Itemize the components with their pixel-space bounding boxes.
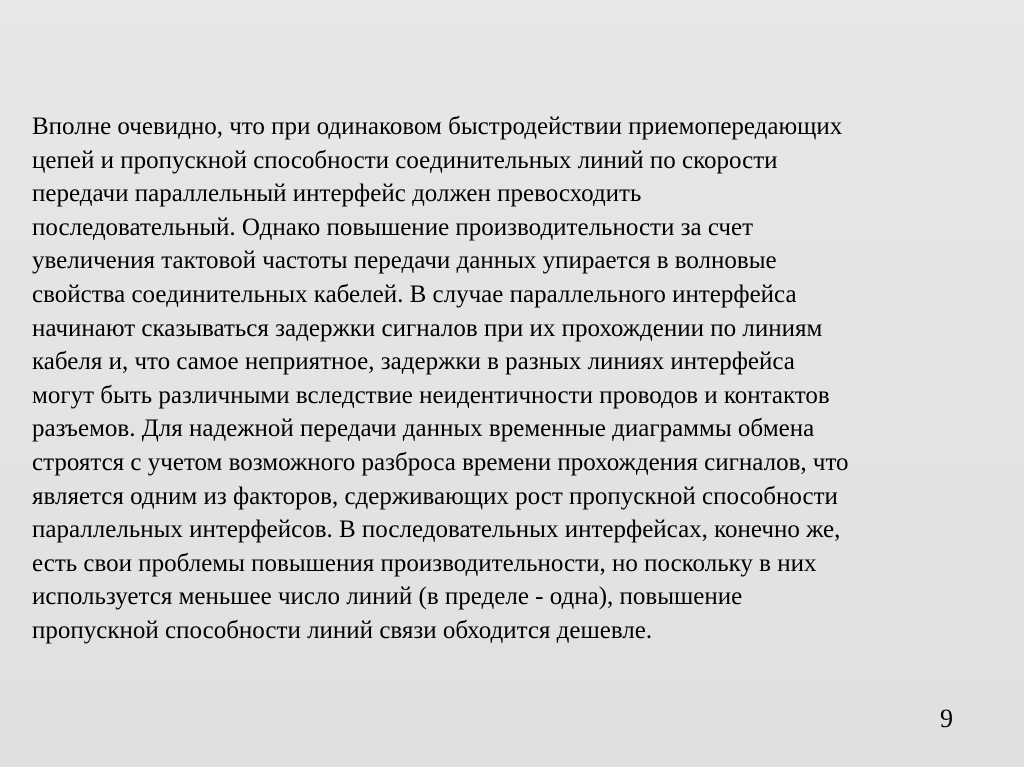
paragraph-line: есть свои проблемы повышения производительности, но поскольку в них bbox=[32, 549, 817, 577]
paragraph-line: свойства соединительных кабелей. В случае параллельного интерфейса bbox=[32, 280, 797, 308]
paragraph-line: разъемов. Для надежной передачи данных временные диаграммы обмена bbox=[32, 415, 815, 443]
paragraph-line: кабеля и, что самое неприятное, задержки в разных линиях интерфейса bbox=[32, 348, 795, 376]
slide-body-paragraph bbox=[32, 110, 992, 648]
paragraph-line: Вполне очевидно, что при одинаковом быстродействии приемопередающих bbox=[32, 113, 843, 140]
paragraph-line: начинают сказываться задержки сигналов при их прохождении по линиям bbox=[32, 314, 823, 342]
paragraph-line: используется меньшее число линий (в пределе - одна), повышение bbox=[32, 583, 743, 611]
paragraph-line: передачи параллельный интерфейс должен превосходить bbox=[32, 180, 642, 208]
paragraph-line: увеличения тактовой частоты передачи данных упирается в волновые bbox=[32, 247, 777, 275]
paragraph-line: могут быть различными вследствие неидентичности проводов и контактов bbox=[32, 381, 830, 409]
paragraph-line: пропускной способности линий связи обходится дешевле. bbox=[32, 616, 653, 644]
paragraph-line: параллельных интерфейсов. В последовательных интерфейсах, конечно же, bbox=[32, 516, 841, 544]
page-number: 9 bbox=[940, 704, 953, 733]
paragraph-line: цепей и пропускной способности соединительных линий по скорости bbox=[32, 146, 778, 174]
paragraph-line: строятся с учетом возможного разброса времени прохождения сигналов, что bbox=[32, 448, 849, 476]
paragraph-line: является одним из факторов, сдерживающих рост пропускной способности bbox=[32, 482, 838, 510]
paragraph-line: последовательный. Однако повышение производительности за счет bbox=[32, 213, 754, 241]
